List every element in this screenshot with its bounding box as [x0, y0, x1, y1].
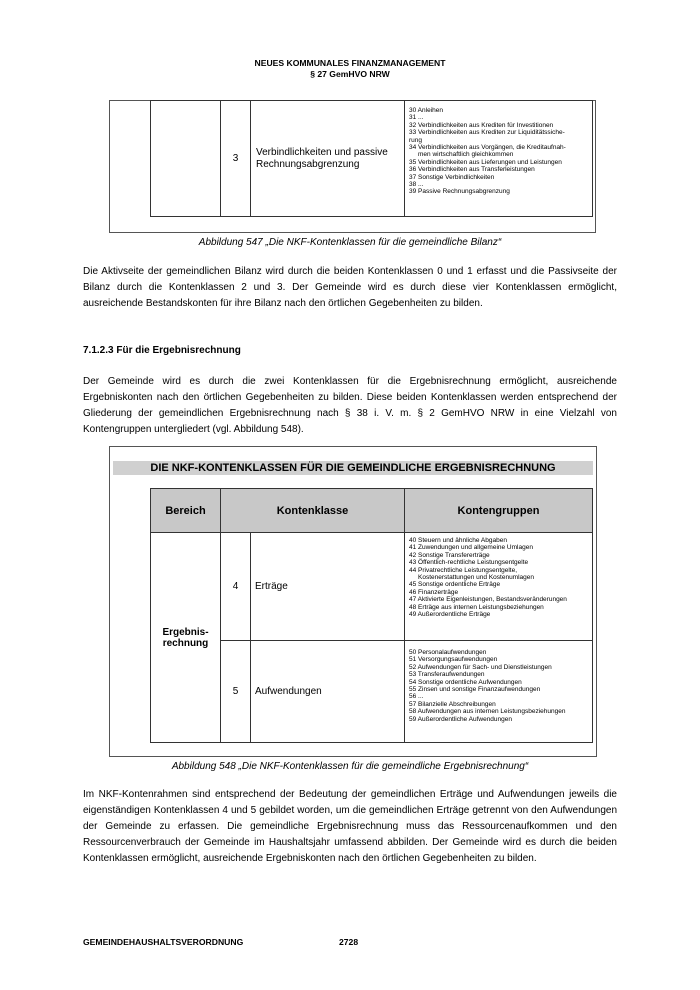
class-name-cell [251, 101, 405, 217]
col-header-kontengruppen [405, 489, 593, 533]
figure-548-title [113, 461, 593, 475]
class-4-number: 4 [232, 581, 239, 592]
class-5-name: Aufwendungen [255, 686, 322, 697]
page-header-section: § 27 GemHVO NRW [310, 69, 390, 79]
group-entry: 30 Anleihen [409, 107, 443, 114]
group-entry: men wirtschaftlich gleichkommen [418, 151, 514, 159]
bereich-line1: Ergebnis- [162, 626, 209, 638]
group-entry: 34 Verbindlichkeiten aus Vorgängen, die Kreditaufnah- [409, 144, 566, 152]
group-entry: 37 Sonstige Verbindlichkeiten [409, 173, 495, 181]
class-5-name-cell [251, 641, 405, 743]
group-entry: 51 Versorgungsaufwendungen [409, 656, 498, 664]
group-entry: 48 Erträge aus internen Leistungsbeziehungen [409, 603, 544, 611]
page-header-title: NEUES KOMMUNALES FINANZMANAGEMENT [254, 58, 446, 68]
group-entry: 35 Verbindlichkeiten aus Lieferungen und Leistungen [409, 158, 562, 166]
class-4-name: Erträge [255, 581, 288, 592]
footer-title: GEMEINDEHAUSHALTSVERORDNUNG [83, 937, 244, 947]
group-entry: 40 Steuern und ähnliche Abgaben [409, 537, 507, 544]
group-entry: 39 Passive Rechnungsabgrenzung [409, 188, 510, 196]
group-entry: 59 Außerordentliche Aufwendungen [409, 715, 512, 723]
section-heading: 7.1.2.3 Für die Ergebnisrechnung [83, 345, 241, 356]
class-name-line2: Rechnungsabgrenzung [256, 158, 360, 170]
group-entry: 38 ... [409, 181, 424, 189]
group-entry: 46 Finanzerträge [409, 588, 459, 596]
group-entry: 57 Bilanzielle Abschreibungen [409, 700, 496, 708]
group-entry: 50 Personalaufwendungen [409, 649, 487, 656]
class-number-cell [221, 101, 251, 217]
group-entry: 56 ... [409, 693, 424, 701]
group-entry: 31 ... [409, 114, 424, 122]
class-number: 3 [232, 153, 239, 164]
class-5-groups-cell [405, 641, 593, 743]
bereich-line2: rechnung [162, 637, 209, 649]
group-entry: 33 Verbindlichkeiten aus Krediten zur Liquiditätssiche- [409, 129, 565, 137]
group-entry: 44 Privatrechtliche Leistungsentgelte, [409, 566, 518, 574]
class-5-number: 5 [232, 686, 239, 697]
paragraph-3: Im NKF-Kontenrahmen sind entsprechend der Bedeutung der gemeindlichen Erträge und Aufwendungen jeweils die eigenständigen Kontenklassen 4 und 5 gebildet worden, um die gemeindlichen Erträge getrennt von den Aufwendungen der Gemeinde zu erfassen. Die gemeindliche Ergebnisrechnung muss das Ressourcenaufkommen und den Ressourcenverbrauch der Gemeinde im Haushaltsjahr umfassend abbilden. Der Gemeinde wird es durch die beiden Kontenklassen ermöglicht, ausreichende Ergebniskonten nach den örtlichen Gegebenheiten zu bilden. [83, 789, 617, 864]
group-entry: 32 Verbindlichkeiten aus Krediten für Investitionen [409, 121, 554, 129]
class-4-group-list [409, 537, 589, 618]
group-entry: 42 Sonstige Transfererträge [409, 551, 490, 559]
footer-page-number: 2728 [339, 937, 359, 947]
group-list [409, 107, 589, 196]
caption-548: Abbildung 548 „Die NKF-Kontenklassen für die gemeindliche Ergebnisrechnung“ [171, 761, 529, 772]
group-entry: 49 Außerordentliche Erträge [409, 611, 491, 619]
figure-548-table [150, 488, 593, 743]
group-entry: 47 Aktivierte Eigenleistungen, Bestandsveränderungen [409, 596, 567, 604]
group-entry: 53 Transferaufwendungen [409, 671, 485, 679]
group-entry: 58 Aufwendungen aus internen Leistungsbeziehungen [409, 708, 566, 716]
group-entry: 52 Aufwendungen für Sach- und Dienstleistungen [409, 663, 552, 671]
class-name-line1: Verbindlichkeiten und passive [256, 146, 388, 158]
group-entry: 43 Öffentlich-rechtliche Leistungsentgelte [409, 559, 529, 567]
group-entry: 55 Zinsen und sonstige Finanzaufwendungen [409, 686, 541, 694]
figure-547-table [150, 100, 593, 217]
col-header-bereich [151, 489, 221, 533]
group-entry: 36 Verbindlichkeiten aus Transferleistungen [409, 166, 535, 174]
class-5-number-cell [221, 641, 251, 743]
bereich-cell [151, 533, 221, 743]
caption-547: Abbildung 547 „Die NKF-Kontenklassen für die gemeindliche Bilanz“ [198, 237, 502, 248]
paragraph-1: Die Aktivseite der gemeindlichen Bilanz wird durch die beiden Kontenklassen 0 und 1 erfasst und die Passivseite der Bilanz durch die Kontenklassen 2 und 3. Der Gemeinde wird es durch diese vier Kontenklassen ermöglicht, ausreichende Bestandskonten für ihre Bilanz nach den örtlichen Gegebenheiten zu bilden. [83, 266, 617, 309]
group-entry: 41 Zuwendungen und allgemeine Umlagen [409, 544, 533, 552]
col-header-bereich-text: Bereich [165, 504, 206, 517]
col-header-kontenklasse [221, 489, 405, 533]
class-4-number-cell [221, 533, 251, 641]
group-entry: 45 Sonstige ordentliche Erträge [409, 581, 501, 589]
class-4-name-cell [251, 533, 405, 641]
groups-cell [405, 101, 593, 217]
group-entry: 54 Sonstige ordentliche Aufwendungen [409, 678, 522, 686]
figure-548-title-text: DIE NKF-KONTENKLASSEN FÜR DIE GEMEINDLICHE ERGEBNISRECHNUNG [150, 462, 556, 474]
class-5-group-list [409, 649, 589, 723]
col-header-kontengruppen-text: Kontengruppen [457, 504, 540, 517]
group-entry: Kostenerstattungen und Kostenumlagen [418, 574, 535, 582]
group-entry: rung [409, 136, 423, 144]
paragraph-2: Der Gemeinde wird es durch die zwei Kontenklassen für die Ergebnisrechnung ermöglicht, ausreichende Ergebniskonten nach den örtlichen Gegebenheiten zu bilden. Diese beiden Kontenklassen werden entsprechend der Gliederung der gemeindlichen Ergebnisrechnung nach § 38 i. V. m. § 2 GemHVO NRW in eine Vielzahl von Kontengruppen untergliedert (vgl. Abbildung 548). [83, 376, 617, 435]
col-header-kontenklasse-text: Kontenklasse [276, 504, 349, 517]
bereich-cell-empty [151, 101, 221, 217]
class-4-groups-cell [405, 533, 593, 641]
